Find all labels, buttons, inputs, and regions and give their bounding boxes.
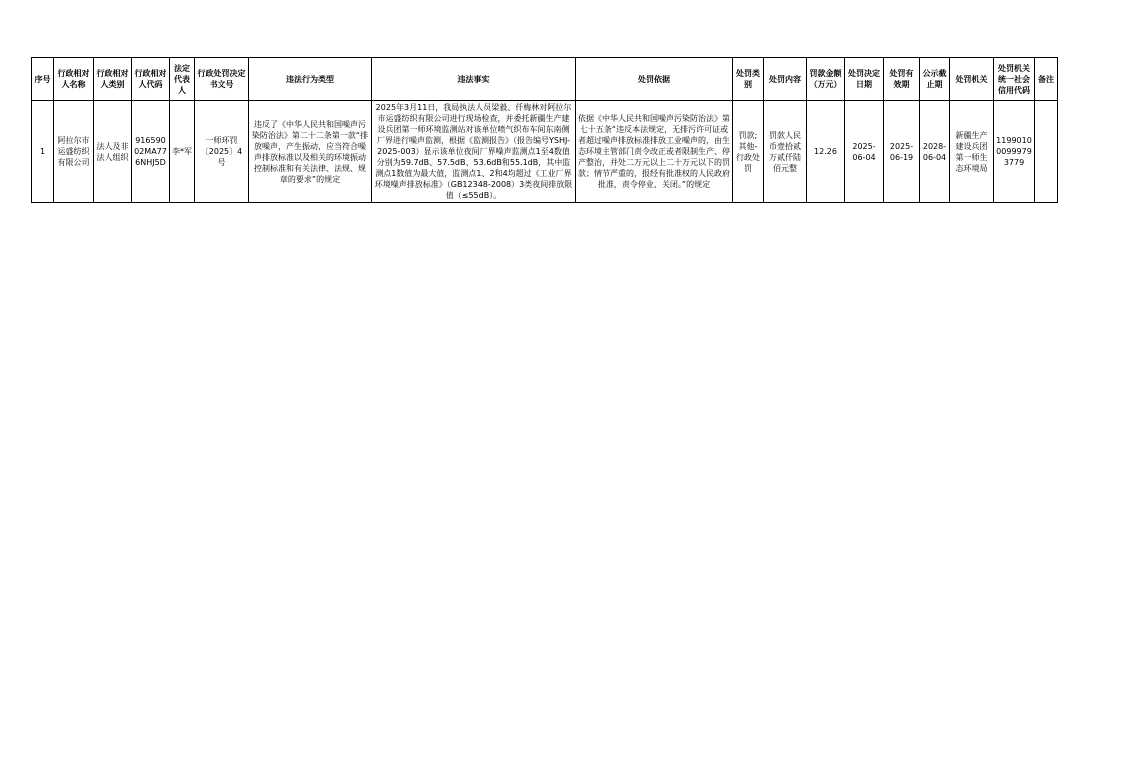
header-penalty-authority: 处罚机关 [950,58,994,101]
header-penalty-content: 处罚内容 [764,58,807,101]
cell-authority-credit-code: 119901000999793779 [994,101,1035,203]
cell-violation-facts: 2025年3月11日，我局执法人员梁毅、仟梅林对阿拉尔市运盛纺织有限公司进行现场检查，并委托新疆生产建设兵团第一师环境监测站对该单位喷气织布车间东南侧厂界进行噪声监测，根据《监测报告》（报告编号YSHJ-2025-003）显示该单位夜间厂界噪声监测点1至4数值分别为59.7dB、57.5dB、53.6dB和55.1dB，其中监测点1数值为最大值，监测点1、2和4均超过《工业厂界环境噪声排放标准》（GB12348-2008）3类夜间排放限值（≤55dB）。 [372,101,576,203]
header-authority-credit-code: 处罚机关统一社会信用代码 [994,58,1035,101]
header-party-code: 行政相对人代码 [132,58,170,101]
header-penalty-basis: 处罚依据 [576,58,733,101]
table-row [32,101,1058,203]
cell-legal-representative: 李*军 [170,101,195,203]
header-penalty-category: 处罚类别 [733,58,764,101]
cell-party-code: 91659002MA776NHJ5D [132,101,170,203]
header-violation-type: 违法行为类型 [249,58,372,101]
penalty-records-table [31,57,1058,203]
cell-party-type: 法人及非法人组织 [94,101,132,203]
header-decision-date: 处罚决定日期 [845,58,884,101]
cell-remarks [1035,101,1058,203]
cell-penalty-basis: 依据《中华人民共和国噪声污染防治法》第七十五条“违反本法规定，无排污许可证或者超过噪声排放标准排放工业噪声的，由生态环境主管部门责令改正或者限制生产、停产整治，并处二万元以上二十万元以下的罚款；情节严重的，报经有批准权的人民政府批准，责令停业、关闭。”的规定 [576,101,733,203]
header-legal-representative: 法定代表人 [170,58,195,101]
cell-fine-amount: 12.26 [807,101,845,203]
cell-decision-date: 2025-06-04 [845,101,884,203]
header-party-name: 行政相对人名称 [54,58,94,101]
header-publicity-end-date: 公示截止期 [920,58,950,101]
header-fine-amount: 罚款金额（万元） [807,58,845,101]
cell-penalty-category: 罚款;其他-行政处罚 [733,101,764,203]
cell-violation-type: 违反了《中华人民共和国噪声污染防治法》第二十二条第一款“排放噪声，产生振动，应当符合噪声排放标准以及相关的环境振动控制标准和有关法律、法规、规章的要求”的规定 [249,101,372,203]
header-violation-facts: 违法事实 [372,58,576,101]
cell-decision-doc-number: 一师环罚〔2025〕4号 [195,101,249,203]
cell-penalty-content: 罚款人民币壹拾贰万贰仟陆佰元整 [764,101,807,203]
cell-publicity-end-date: 2028-06-04 [920,101,950,203]
cell-party-name: 阿拉尔市运盛纺织有限公司 [54,101,94,203]
cell-valid-date: 2025-06-19 [884,101,920,203]
cell-penalty-authority: 新疆生产建设兵团第一师生态环境局 [950,101,994,203]
header-remarks: 备注 [1035,58,1058,101]
header-valid-date: 处罚有效期 [884,58,920,101]
header-index: 序号 [32,58,54,101]
cell-index: 1 [32,101,54,203]
header-row [32,58,1058,101]
header-decision-doc-number: 行政处罚决定书文号 [195,58,249,101]
header-party-type: 行政相对人类别 [94,58,132,101]
